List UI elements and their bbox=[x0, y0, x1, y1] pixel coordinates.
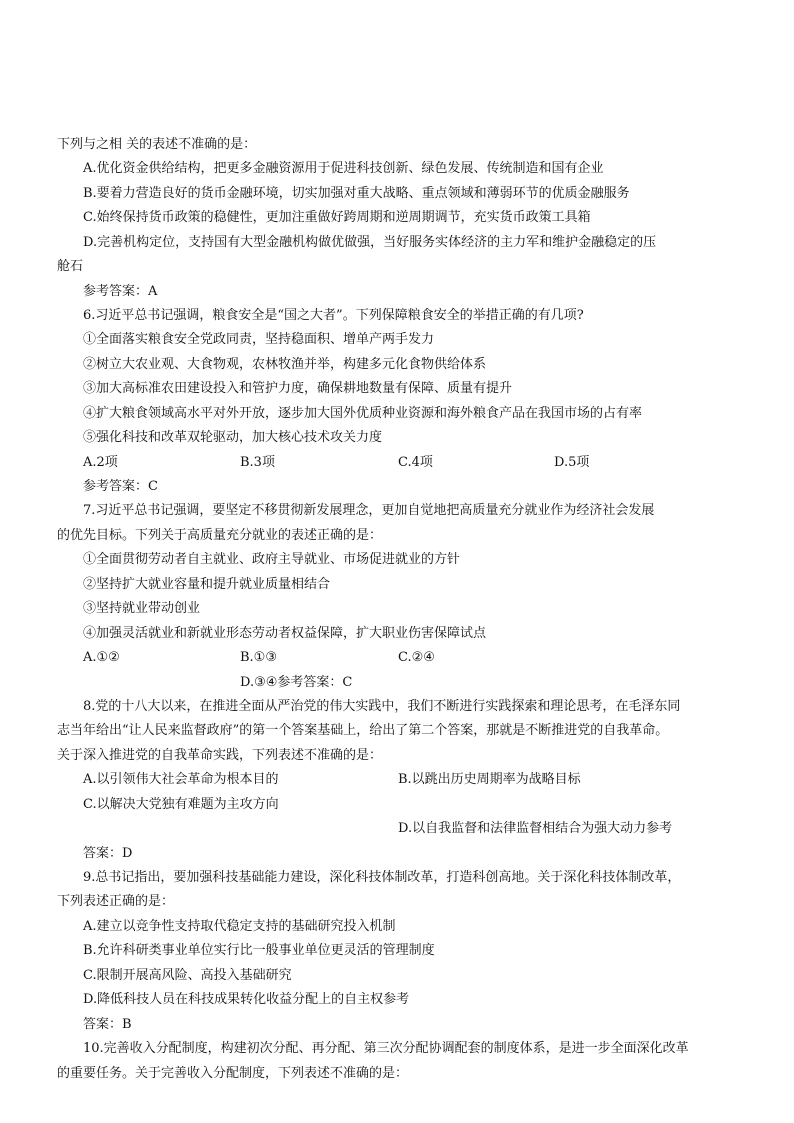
q8-option-b: B.以跳出历史周期率为战略目标 bbox=[398, 772, 581, 787]
q7-item-3: ③坚持就业带动创业 bbox=[83, 601, 201, 616]
q8-option-a: A.以引领伟大社会革命为根本目的 bbox=[83, 772, 279, 787]
q5-option-a: A.优化资金供给结构，把更多金融资源用于促进科技创新、绿色发展、传统制造和国有企业 bbox=[83, 161, 604, 176]
q9-stem-line-2: 下列表述正确的是： bbox=[57, 894, 175, 909]
q6-item-4: ④扩大粮食领域高水平对外开放，逐步加大国外优质种业资源和海外粮食产品在我国市场的占有率 bbox=[83, 406, 643, 421]
q5-option-b: B.要着力营造良好的货币金融环境，切实加强对重大战略、重点领域和薄弱环节的优质金融服务 bbox=[83, 186, 630, 201]
q8-stem-line-2: 志当年给出“让人民来监督政府”的第一个答案基础上，给出了第二个答案，那就是不断推进党的自我革命。 bbox=[57, 723, 669, 738]
q7-option-b: B.①③ bbox=[240, 650, 277, 665]
q9-stem-line-1: 9.总书记指出，要加强科技基础能力建设，深化科技体制改革，打造科创高地。关于深化科技体制改革， bbox=[83, 870, 681, 885]
q8-option-d: D.以自我监督和法律监督相结合为强大动力参考 bbox=[398, 821, 673, 836]
q9-option-a: A.建立以竞争性支持取代稳定支持的基础研究投入机制 bbox=[83, 919, 396, 934]
q7-item-1: ①全面贯彻劳动者自主就业、政府主导就业、市场促进就业的方针 bbox=[83, 552, 461, 567]
q7-option-c: C.②④ bbox=[398, 650, 435, 665]
q6-answer: 参考答案：C bbox=[83, 479, 158, 494]
q5-answer: 参考答案：A bbox=[83, 284, 158, 299]
q9-option-d: D.降低科技人员在科技成果转化收益分配上的自主权参考 bbox=[83, 992, 410, 1007]
q7-item-4: ④加强灵活就业和新就业形态劳动者权益保障，扩大职业伤害保障试点 bbox=[83, 626, 487, 641]
q6-item-2: ②树立大农业观、大食物观，农林牧渔并举，构建多元化食物供给体系 bbox=[83, 357, 487, 372]
q5-option-d-continued: 舱石 bbox=[57, 259, 84, 274]
q8-stem-line-3: 关于深入推进党的自我革命实践，下列表述不准确的是： bbox=[57, 748, 383, 763]
q6-option-b: B.3项 bbox=[240, 455, 275, 470]
q6-stem: 6.习近平总书记强调，粮食安全是“国之大者”。下列保障粮食安全的举措正确的有几项? bbox=[83, 308, 584, 323]
q10-stem-line-1: 10.完善收入分配制度，构建初次分配、再分配、第三次分配协调配套的制度体系，是进一步全面深化改革 bbox=[83, 1041, 689, 1056]
q5-option-d: D.完善机构定位，支持国有大型金融机构做优做强，当好服务实体经济的主力军和维护金融稳定的压 bbox=[83, 235, 657, 250]
q6-item-3: ③加大高标准农田建设投入和管护力度，确保耕地数量有保障、质量有提升 bbox=[83, 381, 513, 396]
q6-option-d: D.5项 bbox=[554, 455, 590, 470]
q6-item-5: ⑤强化科技和改革双轮驱动，加大核心技术攻关力度 bbox=[83, 430, 383, 445]
q7-item-2: ②坚持扩大就业容量和提升就业质量相结合 bbox=[83, 577, 331, 592]
q9-answer: 答案：B bbox=[83, 1017, 132, 1032]
q7-stem-line-2: 的优先目标。下列关于高质量充分就业的表述正确的是： bbox=[57, 528, 383, 543]
q5-option-c: C.始终保持货币政策的稳健性，更加注重做好跨周期和逆周期调节，充实货币政策工具箱 bbox=[83, 210, 591, 225]
q7-option-a: A.①② bbox=[83, 650, 120, 665]
q7-stem-line-1: 7.习近平总书记强调，要坚定不移贯彻新发展理念，更加自觉地把高质量充分就业作为经济社会发展 bbox=[83, 503, 655, 518]
q9-option-b: B.允许科研类事业单位实行比一般事业单位更灵活的管理制度 bbox=[83, 943, 435, 958]
q7-option-d-answer: D.③④参考答案：C bbox=[240, 675, 353, 690]
q8-option-c: C.以解决大党独有难题为主攻方向 bbox=[83, 797, 279, 812]
q6-item-1: ①全面落实粮食安全党政同责，坚持稳面积、增单产两手发力 bbox=[83, 332, 435, 347]
q5-stem: 下列与之相 关的表述不准确的是： bbox=[57, 137, 257, 152]
q9-option-c: C.限制开展高风险、高投入基础研究 bbox=[83, 968, 292, 983]
q10-stem-line-2: 的重要任务。关于完善收入分配制度，下列表述不准确的是： bbox=[57, 1066, 409, 1081]
q8-answer: 答案：D bbox=[83, 846, 133, 861]
q6-option-a: A.2项 bbox=[83, 455, 118, 470]
q8-stem-line-1: 8.党的十八大以来，在推进全面从严治党的伟大实践中，我们不断进行实践探索和理论思考，在毛泽东同 bbox=[83, 699, 681, 714]
q6-option-c: C.4项 bbox=[398, 455, 433, 470]
